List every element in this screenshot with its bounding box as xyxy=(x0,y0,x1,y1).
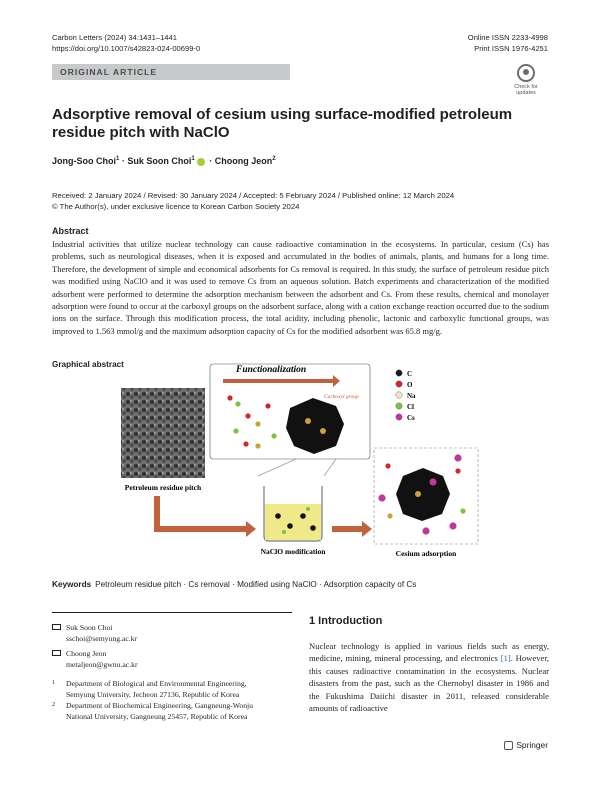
carbon-cluster xyxy=(286,398,344,454)
affiliation-1 xyxy=(52,678,247,700)
legend-label: Cs xyxy=(407,414,415,422)
affiliation-line: Department of Biochemical Engineering, Gangneung-Wonju xyxy=(66,701,254,710)
graphical-abstract-svg xyxy=(118,365,478,576)
springer-horse-icon xyxy=(504,741,513,750)
history-dates: Received: 2 January 2024 / Revised: 30 January 2024 / Accepted: 5 February 2024 / Published online: 12 March 2024 xyxy=(52,191,455,200)
legend-swatch xyxy=(396,414,402,420)
legend-swatch xyxy=(396,403,402,409)
check-for-updates-badge[interactable] xyxy=(504,64,548,104)
functionalization-label: Functionalization xyxy=(236,365,307,375)
article-title: Adsorptive removal of cesium using surface-modified petroleum residue pitch with NaClO xyxy=(52,106,513,141)
legend-swatch xyxy=(396,370,402,376)
section-heading-introduction: 1 Introduction xyxy=(309,615,383,627)
keywords-label: Keywords xyxy=(52,580,92,589)
affiliation-line: Semyung University, Jecheon 27136, Republic of Korea xyxy=(66,690,240,699)
affiliation-2 xyxy=(52,700,253,722)
sem-image xyxy=(121,388,205,478)
legend-swatch xyxy=(396,392,402,398)
legend-swatch xyxy=(396,381,402,387)
publisher-logo xyxy=(504,740,548,750)
check-updates-line2: updates xyxy=(516,90,536,96)
keywords xyxy=(52,580,416,589)
legend-label: Na xyxy=(407,392,416,400)
abstract-heading: Abstract xyxy=(52,226,89,236)
caption-petroleum-pitch: Petroleum residue pitch xyxy=(124,483,202,492)
legend-label: Cl xyxy=(407,403,414,411)
correspondent-email[interactable]: sschoi@semyung.ac.kr xyxy=(66,634,138,643)
author-name[interactable]: Jong-Soo Choi xyxy=(52,156,116,166)
functionalization-arrow xyxy=(223,375,340,387)
legend-label: C xyxy=(407,370,413,378)
process-arrow-right xyxy=(332,521,372,537)
online-issn: Online ISSN 2233-4998 xyxy=(467,33,548,42)
correspondence-1 xyxy=(52,622,137,644)
correspondent-name: Suk Soon Choi xyxy=(66,623,113,632)
journal-header xyxy=(52,32,200,54)
author-affil-sup: 1 xyxy=(191,156,195,162)
article-type-banner: ORIGINAL ARTICLE xyxy=(52,64,290,80)
affiliation-line: National University, Gangneung 25457, Republic of Korea xyxy=(66,712,248,721)
keywords-list: Petroleum residue pitch · Cs removal · Modified using NaClO · Adsorption capacity of Cs xyxy=(95,580,417,589)
footnote-divider xyxy=(52,612,292,613)
intro-text-part2: . However, this causes radioactive contamination in the ecosystems. Nuclear disasters from the past, such as the Chernobyl disaster in 1986 and the Fukushima Daiichi disaster in 2011, released considerable amounts of radioactive xyxy=(309,653,549,714)
process-arrow-left xyxy=(154,496,256,537)
caption-cesium-adsorption: Cesium adsorption xyxy=(395,549,457,558)
legend-label: O xyxy=(407,381,413,389)
beaker xyxy=(264,486,322,541)
doi-link[interactable]: https://doi.org/10.1007/s42823-024-00699-0 xyxy=(52,44,201,53)
author-affil-sup: 1 xyxy=(116,156,120,162)
caption-naclo-modification: NaClO modification xyxy=(260,547,326,556)
affiliation-number: 1 xyxy=(52,680,55,686)
correspondence-2 xyxy=(52,648,138,670)
author-list: Jong-Soo Choi$^1$ · Suk Soon Choi$^1$ · Choong Jeon$^2$ xyxy=(52,156,276,166)
floating-ions xyxy=(227,395,276,448)
element-legend xyxy=(396,370,416,422)
orcid-icon[interactable] xyxy=(197,158,205,166)
citation-link[interactable]: [1] xyxy=(500,653,511,664)
publisher-name: Springer xyxy=(516,740,548,750)
author-name[interactable]: Suk Soon Choi xyxy=(127,156,192,166)
check-updates-line1: Check for xyxy=(514,84,538,90)
envelope-icon xyxy=(52,624,61,630)
intro-text-part1: Nuclear technology is applied in various fields such as energy, medicine, mining, mineral processing, and electronics xyxy=(309,641,549,664)
graphical-abstract-heading: Graphical abstract xyxy=(52,360,124,369)
print-issn: Print ISSN 1976-4251 xyxy=(474,44,548,53)
adsorbent-particle xyxy=(396,468,450,521)
publication-dates xyxy=(52,190,454,212)
journal-citation: Carbon Letters (2024) 34:1431–1441 xyxy=(52,33,177,42)
copyright-line: © The Author(s), under exclusive licence to Korean Carbon Society 2024 xyxy=(52,202,300,211)
graphical-abstract-figure xyxy=(118,365,478,576)
abstract-text: Industrial activities that utilize nuclear technology can cause radioactive contamination in the ecosystems. In particular, cesium (Cs) has problems, such as neurological diseases, when it is exposed and accumulated in the bodies of animals, plants, and humans for a long time. Therefore, the development of simple and economical adsorbents for Cs removal is required. In this study, the surface of petroleum residue pitch was modified using NaClO and it was used to remove Cs from an aqueous solution. Batch experiments and characterization of the modified adsorbent were performed to determine the adsorption mechanism between the adsorbent and Cs. From these results, chemical and monolayer adsorption were found to occur at the carboxyl groups on the adsorbent surface, along with a cation exchange reaction occurred due to the sodium ions on the surface. Through this modification process, the total acidity, including phenolic, lactonic and carboxylic functional groups, was improved to 1.563 mmol/g and the maximum adsorption capacity of Cs for the modified adsorbent was 65.8 mg/g. xyxy=(52,239,549,336)
author-name[interactable]: Choong Jeon xyxy=(214,156,273,166)
affiliation-line: Department of Biological and Environmental Engineering, xyxy=(66,679,247,688)
affiliation-number: 2 xyxy=(52,702,55,708)
author-affil-sup: 2 xyxy=(272,156,276,162)
envelope-icon xyxy=(52,650,61,656)
carboxyl-group-label: Carboxyl group xyxy=(324,394,359,400)
issn-block xyxy=(468,32,548,54)
correspondent-email[interactable]: metaljeon@gwnu.ac.kr xyxy=(66,660,138,669)
introduction-text xyxy=(309,640,549,714)
check-updates-icon xyxy=(517,64,535,82)
correspondent-name: Choong Jeon xyxy=(66,649,107,658)
